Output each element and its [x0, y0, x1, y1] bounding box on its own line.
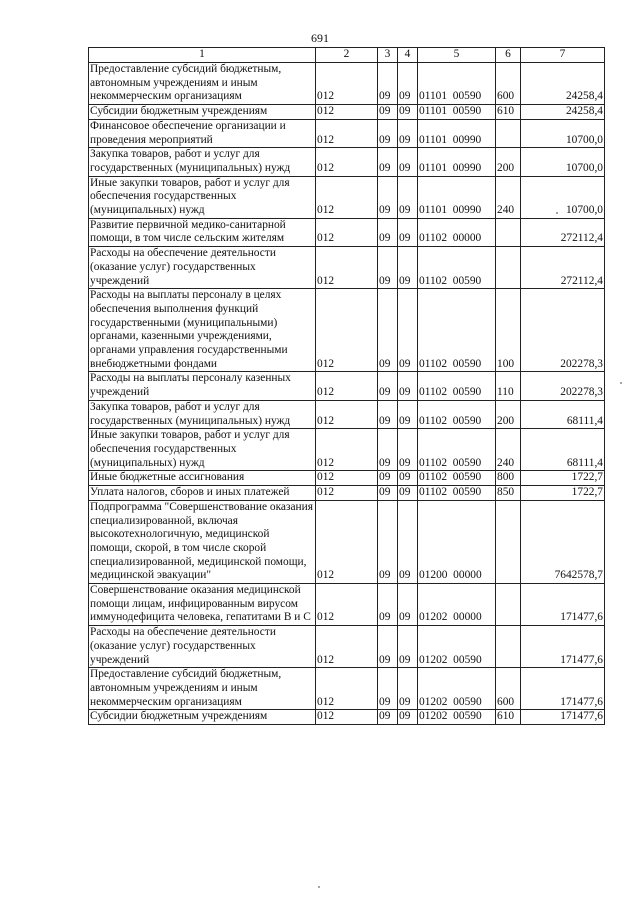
row-amount-cell: 10700,0: [521, 176, 605, 218]
row-grbs-cell: 012: [316, 218, 378, 246]
row-subsection-cell: 09: [398, 63, 418, 105]
row-section-cell: 09: [378, 584, 398, 626]
row-expense-type-cell: [496, 247, 521, 289]
column-number-row: [89, 48, 605, 63]
row-grbs-cell: 012: [316, 626, 378, 668]
row-name-cell: Предоставление субсидий бюджетным, автономным учреждениям и иным некоммерческим организациям: [89, 668, 316, 710]
row-grbs-cell: 012: [316, 471, 378, 486]
table-body: [89, 63, 605, 725]
table-row: [89, 289, 605, 372]
row-section-cell: 09: [378, 400, 398, 428]
row-name-cell: Субсидии бюджетным учреждениям: [89, 105, 316, 120]
row-target-article-cell: 01202 00590: [418, 710, 496, 725]
row-section-cell: 09: [378, 626, 398, 668]
row-section-cell: 09: [378, 105, 398, 120]
row-subsection-cell: 09: [398, 668, 418, 710]
row-amount-cell: 10700,0: [521, 119, 605, 147]
row-grbs-cell: 012: [316, 176, 378, 218]
row-section-cell: 09: [378, 471, 398, 486]
row-name-cell: Расходы на выплаты персоналу в целях обеспечения выполнения функций государственными (муниципальными) органами, казенными учреждениями, органами управления государственными внебюджетными фондами: [89, 289, 316, 372]
row-name-cell: Уплата налогов, сборов и иных платежей: [89, 486, 316, 501]
row-section-cell: 09: [378, 486, 398, 501]
table-row: [89, 626, 605, 668]
column-header: 4: [398, 48, 418, 63]
row-amount-cell: 171477,6: [521, 710, 605, 725]
budget-table: [88, 47, 605, 725]
row-name-cell: Предоставление субсидий бюджетным, автономным учреждениям и иным некоммерческим организациям: [89, 63, 316, 105]
row-target-article-cell: 01202 00590: [418, 668, 496, 710]
row-subsection-cell: 09: [398, 218, 418, 246]
row-section-cell: 09: [378, 119, 398, 147]
row-expense-type-cell: 850: [496, 486, 521, 501]
row-expense-type-cell: [496, 500, 521, 583]
row-section-cell: 09: [378, 176, 398, 218]
row-expense-type-cell: 200: [496, 400, 521, 428]
row-grbs-cell: 012: [316, 429, 378, 471]
row-name-cell: Иные закупки товаров, работ и услуг для обеспечения государственных (муниципальных) нужд: [89, 176, 316, 218]
table-row: [89, 400, 605, 428]
table-row: [89, 148, 605, 176]
row-amount-cell: 68111,4: [521, 429, 605, 471]
row-subsection-cell: 09: [398, 500, 418, 583]
row-section-cell: 09: [378, 710, 398, 725]
row-expense-type-cell: 800: [496, 471, 521, 486]
row-expense-type-cell: 110: [496, 372, 521, 400]
row-subsection-cell: 09: [398, 429, 418, 471]
row-subsection-cell: 09: [398, 584, 418, 626]
row-expense-type-cell: 600: [496, 63, 521, 105]
column-header: 1: [89, 48, 316, 63]
row-name-cell: Совершенствование оказания медицинской помощи лицам, инфицированным вирусом иммунодефицита человека, гепатитами В и С: [89, 584, 316, 626]
column-header: 2: [316, 48, 378, 63]
row-subsection-cell: 09: [398, 176, 418, 218]
table-row: [89, 218, 605, 246]
table-row: [89, 247, 605, 289]
scan-speck: [318, 886, 320, 888]
row-grbs-cell: 012: [316, 105, 378, 120]
row-expense-type-cell: 200: [496, 148, 521, 176]
table-row: [89, 471, 605, 486]
row-grbs-cell: 012: [316, 289, 378, 372]
table-row: [89, 429, 605, 471]
row-subsection-cell: 09: [398, 626, 418, 668]
row-subsection-cell: 09: [398, 119, 418, 147]
table-row: [89, 176, 605, 218]
row-amount-cell: 202278,3: [521, 289, 605, 372]
row-expense-type-cell: [496, 218, 521, 246]
row-amount-cell: 1722,7: [521, 486, 605, 501]
row-target-article-cell: 01102 00590: [418, 400, 496, 428]
row-amount-cell: 24258,4: [521, 63, 605, 105]
row-amount-cell: 1722,7: [521, 471, 605, 486]
row-target-article-cell: 01102 00590: [418, 429, 496, 471]
row-name-cell: Расходы на выплаты персоналу казенных учреждений: [89, 372, 316, 400]
row-amount-cell: 171477,6: [521, 626, 605, 668]
row-name-cell: Расходы на обеспечение деятельности (оказание услуг) государственных учреждений: [89, 247, 316, 289]
row-section-cell: 09: [378, 289, 398, 372]
table-row: [89, 710, 605, 725]
row-expense-type-cell: 240: [496, 176, 521, 218]
row-name-cell: Иные бюджетные ассигнования: [89, 471, 316, 486]
page-number: 691: [311, 31, 329, 45]
row-expense-type-cell: 100: [496, 289, 521, 372]
table-row: [89, 500, 605, 583]
column-header: 7: [521, 48, 605, 63]
row-grbs-cell: 012: [316, 63, 378, 105]
table-row: [89, 105, 605, 120]
row-target-article-cell: 01102 00590: [418, 372, 496, 400]
row-grbs-cell: 012: [316, 710, 378, 725]
row-target-article-cell: 01102 00590: [418, 471, 496, 486]
row-target-article-cell: 01101 00990: [418, 176, 496, 218]
row-section-cell: 09: [378, 218, 398, 246]
row-amount-cell: 171477,6: [521, 584, 605, 626]
row-subsection-cell: 09: [398, 247, 418, 289]
row-section-cell: 09: [378, 372, 398, 400]
row-target-article-cell: 01101 00590: [418, 105, 496, 120]
row-target-article-cell: 01101 00990: [418, 119, 496, 147]
row-grbs-cell: 012: [316, 668, 378, 710]
row-grbs-cell: 012: [316, 400, 378, 428]
row-section-cell: 09: [378, 247, 398, 289]
table-row: [89, 668, 605, 710]
row-expense-type-cell: [496, 584, 521, 626]
row-grbs-cell: 012: [316, 486, 378, 501]
row-name-cell: Закупка товаров, работ и услуг для государственных (муниципальных) нужд: [89, 148, 316, 176]
scan-speck: [556, 212, 558, 214]
row-grbs-cell: 012: [316, 584, 378, 626]
row-target-article-cell: 01101 00590: [418, 63, 496, 105]
row-grbs-cell: 012: [316, 372, 378, 400]
table-row: [89, 372, 605, 400]
row-target-article-cell: 01200 00000: [418, 500, 496, 583]
column-header: 5: [418, 48, 496, 63]
row-grbs-cell: 012: [316, 500, 378, 583]
row-section-cell: 09: [378, 429, 398, 471]
row-subsection-cell: 09: [398, 372, 418, 400]
row-grbs-cell: 012: [316, 247, 378, 289]
row-grbs-cell: 012: [316, 148, 378, 176]
row-target-article-cell: 01202 00590: [418, 626, 496, 668]
row-expense-type-cell: 610: [496, 710, 521, 725]
row-name-cell: Субсидии бюджетным учреждениям: [89, 710, 316, 725]
row-expense-type-cell: [496, 119, 521, 147]
row-subsection-cell: 09: [398, 710, 418, 725]
row-expense-type-cell: [496, 626, 521, 668]
column-header: 6: [496, 48, 521, 63]
column-header: 3: [378, 48, 398, 63]
row-name-cell: Развитие первичной медико-санитарной помощи, в том числе сельским жителям: [89, 218, 316, 246]
row-name-cell: Иные закупки товаров, работ и услуг для обеспечения государственных (муниципальных) нужд: [89, 429, 316, 471]
row-name-cell: Расходы на обеспечение деятельности (оказание услуг) государственных учреждений: [89, 626, 316, 668]
row-name-cell: Закупка товаров, работ и услуг для государственных (муниципальных) нужд: [89, 400, 316, 428]
row-expense-type-cell: 600: [496, 668, 521, 710]
row-expense-type-cell: 240: [496, 429, 521, 471]
row-subsection-cell: 09: [398, 471, 418, 486]
table-row: [89, 584, 605, 626]
row-amount-cell: 272112,4: [521, 218, 605, 246]
row-amount-cell: 7642578,7: [521, 500, 605, 583]
row-subsection-cell: 09: [398, 486, 418, 501]
row-amount-cell: 68111,4: [521, 400, 605, 428]
row-grbs-cell: 012: [316, 119, 378, 147]
row-target-article-cell: 01102 00590: [418, 289, 496, 372]
row-amount-cell: 10700,0: [521, 148, 605, 176]
scan-speck: [620, 382, 622, 384]
row-amount-cell: 272112,4: [521, 247, 605, 289]
table-row: [89, 63, 605, 105]
row-target-article-cell: 01202 00000: [418, 584, 496, 626]
row-subsection-cell: 09: [398, 105, 418, 120]
row-subsection-cell: 09: [398, 289, 418, 372]
table-row: [89, 119, 605, 147]
row-subsection-cell: 09: [398, 148, 418, 176]
row-target-article-cell: 01102 00590: [418, 247, 496, 289]
row-amount-cell: 171477,6: [521, 668, 605, 710]
row-section-cell: 09: [378, 63, 398, 105]
table-row: [89, 486, 605, 501]
row-section-cell: 09: [378, 148, 398, 176]
row-subsection-cell: 09: [398, 400, 418, 428]
row-section-cell: 09: [378, 500, 398, 583]
row-name-cell: Финансовое обеспечение организации и проведения мероприятий: [89, 119, 316, 147]
row-target-article-cell: 01102 00590: [418, 486, 496, 501]
row-section-cell: 09: [378, 668, 398, 710]
row-amount-cell: 24258,4: [521, 105, 605, 120]
row-expense-type-cell: 610: [496, 105, 521, 120]
row-name-cell: Подпрограмма "Совершенствование оказания специализированной, включая высокотехнологичную, медицинской помощи, скорой, в том числе скорой специализированной, медицинской помощи, медицинской эвакуации": [89, 500, 316, 583]
row-target-article-cell: 01102 00000: [418, 218, 496, 246]
row-target-article-cell: 01101 00990: [418, 148, 496, 176]
row-amount-cell: 202278,3: [521, 372, 605, 400]
